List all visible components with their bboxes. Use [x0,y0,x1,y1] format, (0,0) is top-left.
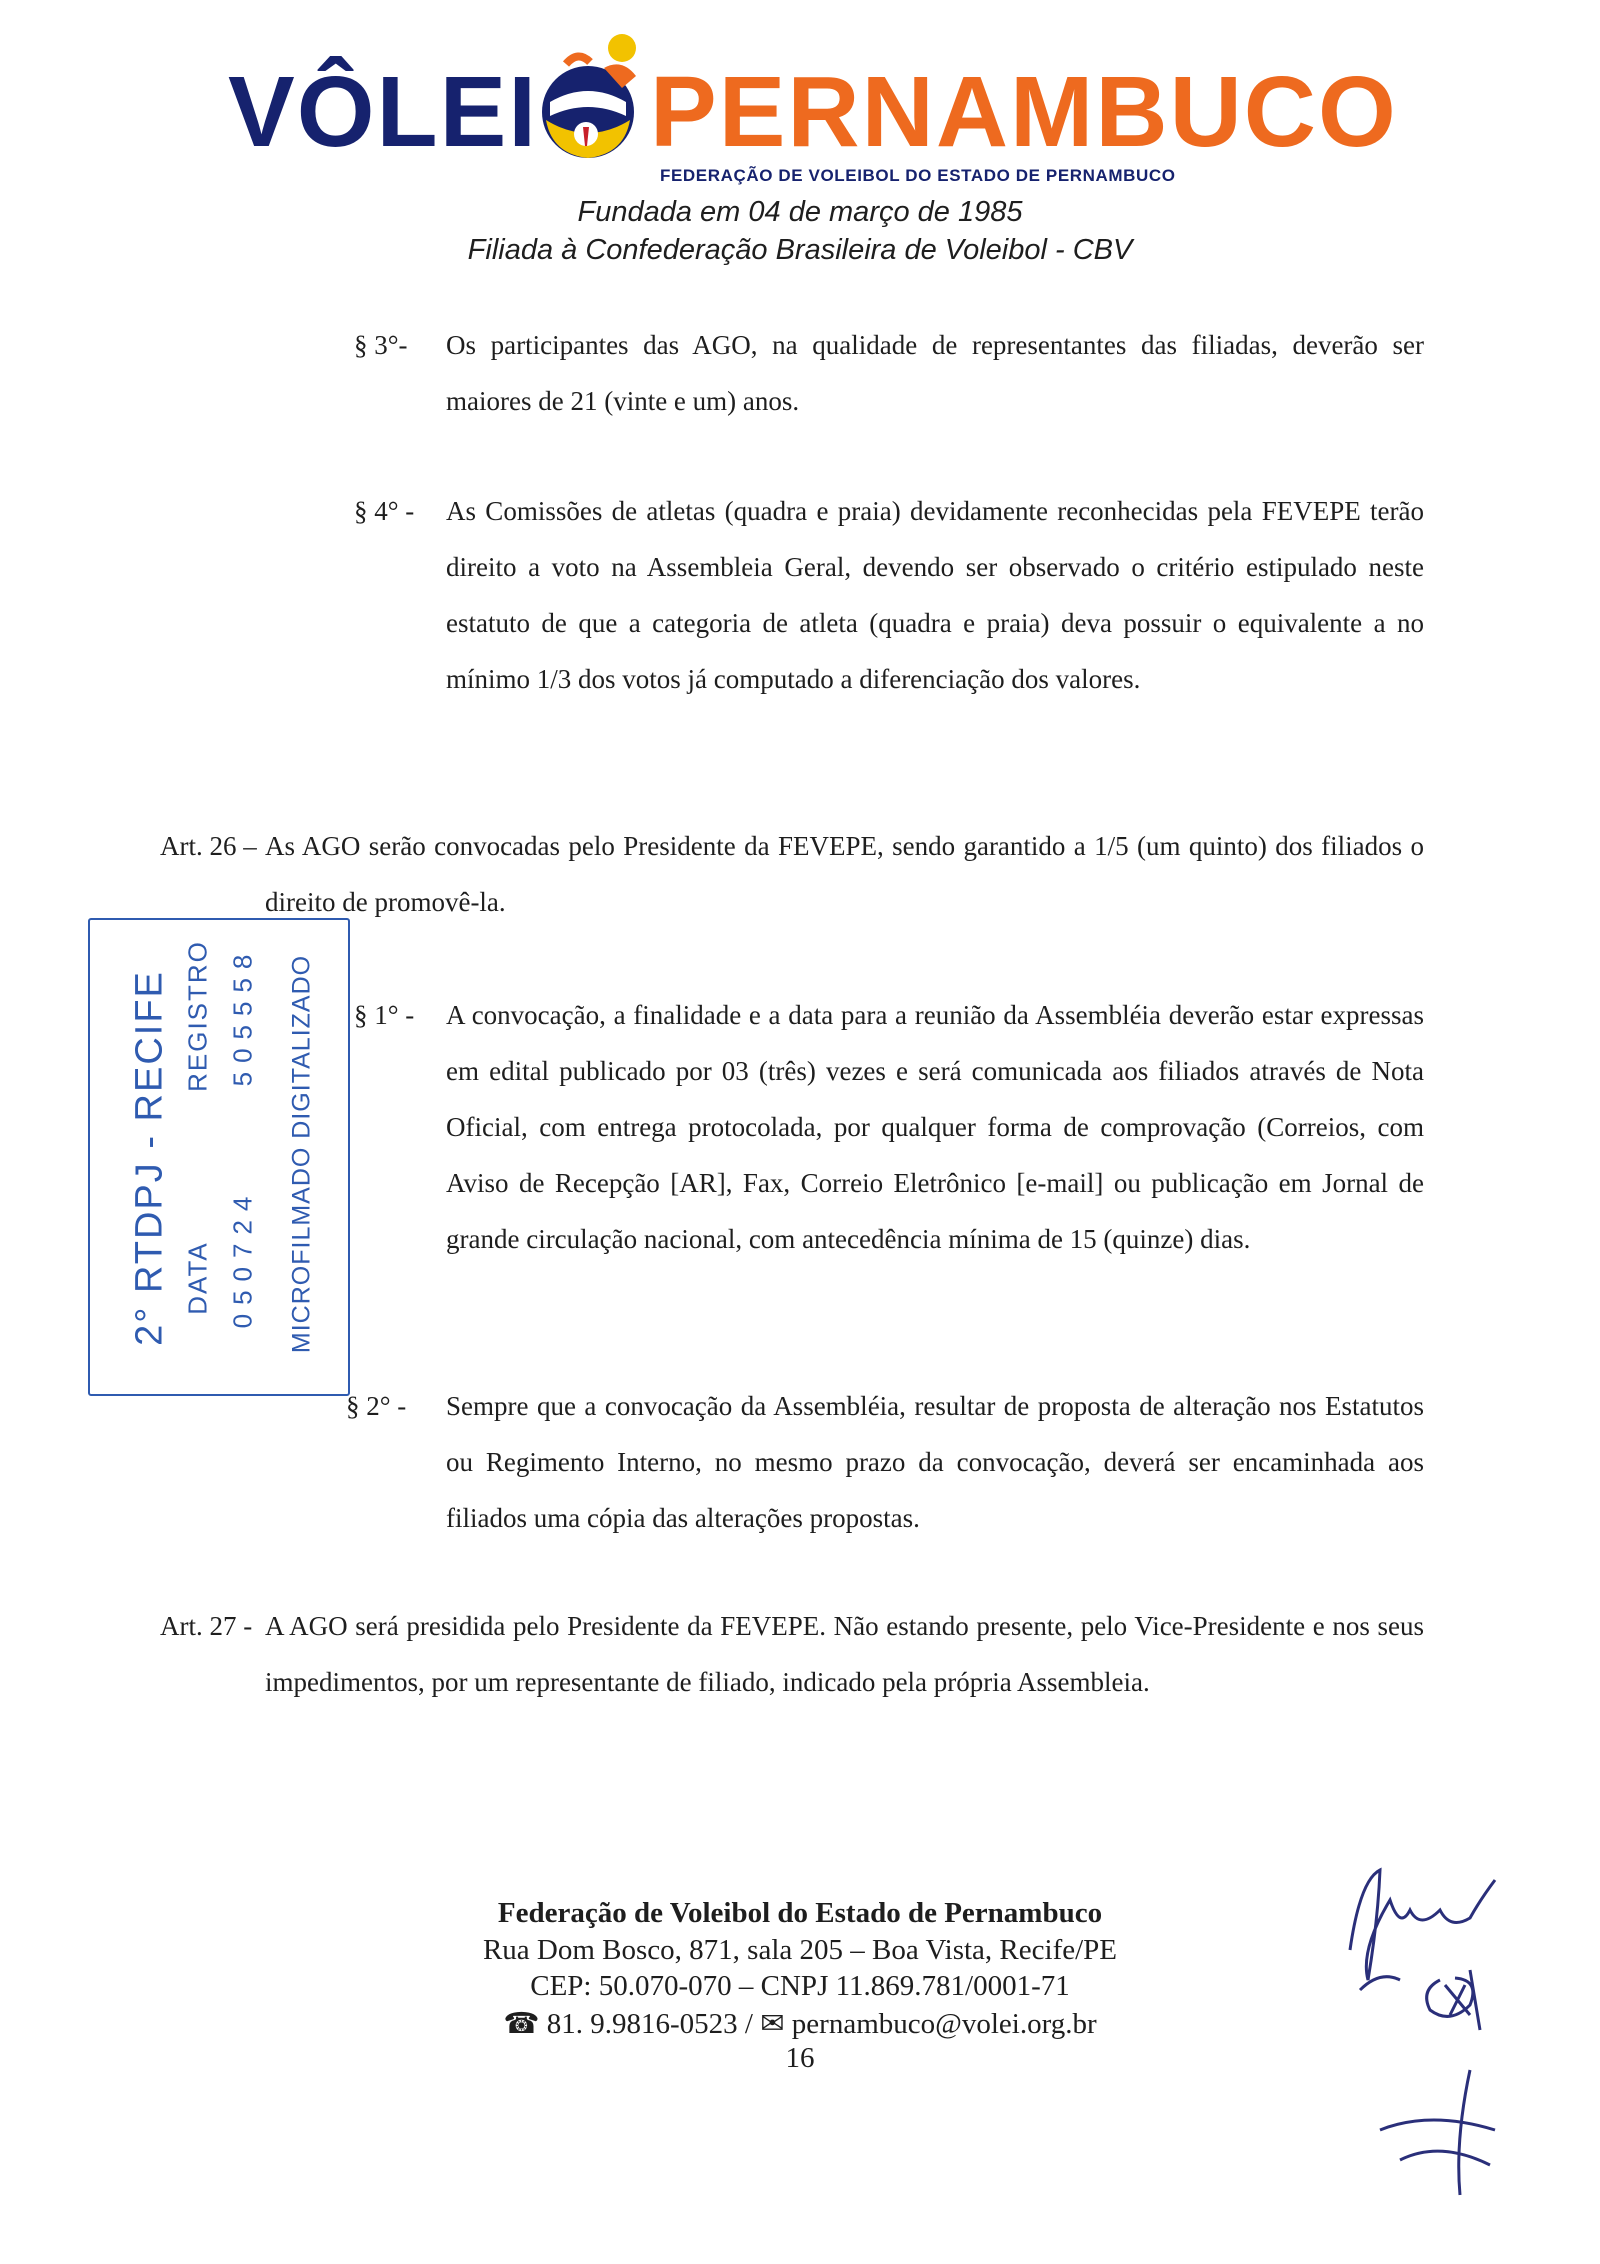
stamp-registro-label: REGISTRO [182,940,213,1092]
volleyball-player-emblem [526,28,656,178]
footer-cep-cnpj: CEP: 50.070-070 – CNPJ 11.869.781/0001-71 [530,1970,1070,2002]
article-26-label: Art. 26 – [160,831,257,861]
paragraph-3 [354,317,1424,429]
article-26-paragraph-2 [346,1378,1424,1546]
affiliation-line: Filiada à Confederação Brasileira de Voleibol - CBV [467,234,1133,266]
article-26 [160,818,1424,930]
article-26-paragraph-1 [354,987,1424,1267]
paragraph-4 [354,483,1424,707]
stamp-registry-office: 2° RTDPJ - RECIFE [128,970,171,1346]
logo-word-volei: VÔLEI [228,56,539,168]
federation-logo [228,28,1398,185]
stamp-microfilmado: MICROFILMADO DIGITALIZADO [287,954,316,1354]
article-26-paragraph-1-text: A convocação, a finalidade e a data para a reunião da Assembléia deverão estar expressas em edital publicado por 03 (três) vezes e será comunicada aos filiados através de Nota Oficial, com entrega protocolada, por qualquer forma de comprovação (Correios, com Aviso de Recepção [AR], Fax, Correio Eletrônico [e-mail] ou publicação em Jornal de grande circulação nacional, com antecedência mínima de 15 (quinze) dias. [446,1000,1424,1254]
footer-phone: 81. 9.9816-0523 [546,2008,738,2040]
page-number: 16 [785,2042,815,2074]
article-26-text: As AGO serão convocadas pelo Presidente da FEVEPE, sendo garantido a 1/5 (um quinto) dos filiados o direito de promovê-la. [265,831,1424,917]
article-26-paragraph-2-label: § 2° - [346,1391,407,1421]
envelope-icon: ✉ [760,2008,785,2040]
stamp-registro-value: 505558 [227,945,258,1087]
article-27 [160,1598,1424,1710]
stamp-data-label: DATA [182,1241,213,1315]
article-27-label: Art. 27 - [160,1611,253,1641]
federation-name: FEDERAÇÃO DE VOLEIBOL DO ESTADO DE PERNAMBUCO [660,166,1176,185]
article-26-paragraph-2-text: Sempre que a convocação da Assembléia, resultar de proposta de alteração nos Estatutos ou Regimento Interno, no mesmo prazo da convocação, deverá ser encaminhada aos filiados uma cópia das alterações propostas. [446,1391,1424,1533]
handwritten-initials [1320,1840,1520,2200]
founded-line: Fundada em 04 de março de 1985 [577,196,1023,228]
footer-organization: Federação de Voleibol do Estado de Pernambuco [497,1897,1103,1929]
paragraph-4-text: As Comissões de atletas (quadra e praia) devidamente reconhecidas pela FEVEPE terão direito a voto na Assembleia Geral, devendo ser observado o critério estipulado neste estatuto de que a categoria de atleta (quadra e praia) deva possuir o equivalente a no mínimo 1/3 dos votos já computado a diferenciação dos valores. [446,496,1424,694]
paragraph-4-label: § 4° - [354,496,415,526]
article-27-text: A AGO será presidida pelo Presidente da FEVEPE. Não estando presente, pelo Vice-Presidente e nos seus impedimentos, por um representante de filiado, indicado pela própria Assembleia. [265,1611,1424,1697]
logo-word-pernambuco: PERNAMBUCO [650,56,1398,168]
footer-email[interactable]: pernambuco@volei.org.br [791,2008,1097,2040]
article-26-paragraph-1-label: § 1° - [354,1000,415,1030]
paragraph-3-label: § 3°- [354,330,408,360]
footer-address: Rua Dom Bosco, 871, sala 205 – Boa Vista, Recife/PE [482,1934,1118,1966]
paragraph-3-text: Os participantes das AGO, na qualidade de representantes das filiadas, deverão ser maiores de 21 (vinte e um) anos. [446,330,1424,416]
registry-stamp [88,918,350,1396]
footer-separator: / [744,2008,753,2040]
telephone-icon: ☎ [503,2008,540,2040]
stamp-data-value: 050724 [227,1187,258,1329]
